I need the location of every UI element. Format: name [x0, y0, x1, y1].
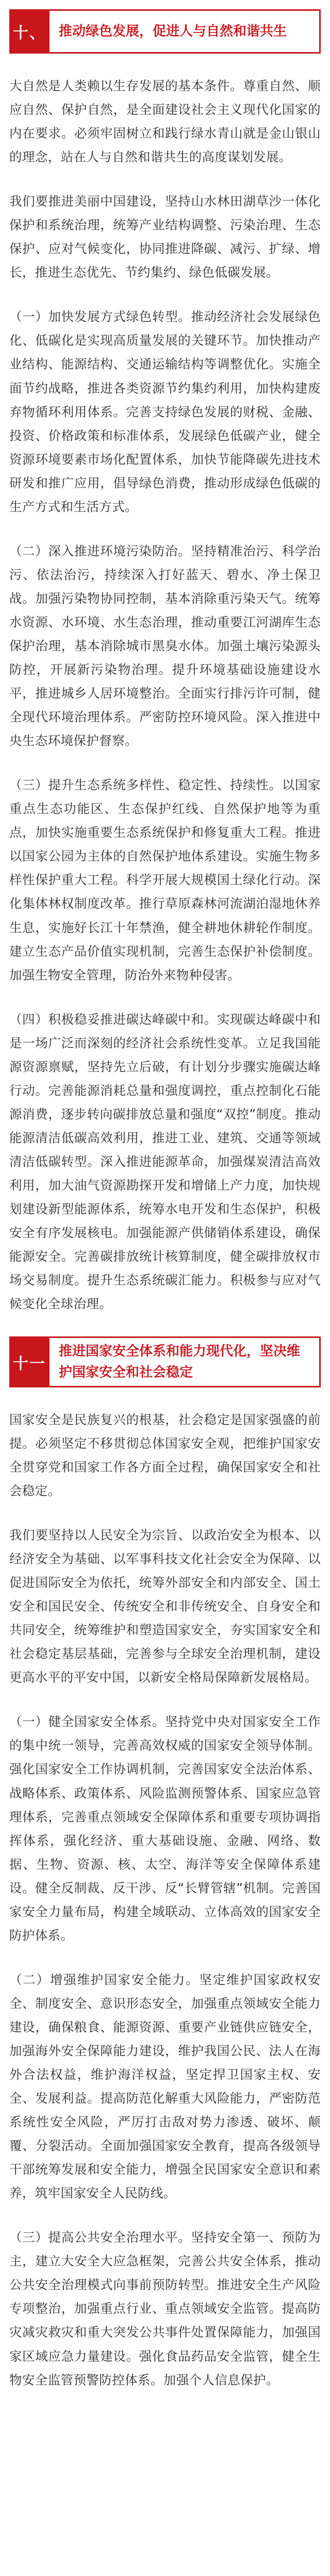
paragraph: （三）提高公共安全治理水平。坚持安全第一、预防为主，建立大安全大应急框架，完善公共安全体系，推动公共安全治理模式向事前预防转型。推进安全生产风险专项整治，加强重点行业、重点领域安全监管。提高防灾减灾救灾和重大突发公共事件处置保障能力，加强国家区域应急力量建设。强化食品药品安全监管，健全生物安全监管预警防控体系。加强个人信息保护。: [9, 2230, 321, 2387]
paragraph: （一）加快发展方式绿色转型。推动经济社会发展绿色化、低碳化是实现高质量发展的关键环节。加快推动产业结构、能源结构、交通运输结构等调整优化。实施全面节约战略，推进各类资源节约集约利用，加快构建废弃物循环利用体系。完善支持绿色发展的财税、金融、投资、价格政策和标准体系，发展绿色低碳产业，健全资源环境要素市场化配置体系，加快节能降碳先进技术研发和推广应用，倡导绿色消费，推动形成绿色低碳的生产方式和生活方式。: [9, 309, 321, 514]
paragraph: （二）增强维护国家安全能力。坚定维护国家政权安全、制度安全、意识形态安全，加强重点领域安全能力建设，确保粮食、能源资源、重要产业链供应链安全，加强海外安全保障能力建设，维护我国公民、法人在海外合法权益，维护海洋权益，坚定捍卫国家主权、安全、发展利益。提高防范化解重大风险能力，严密防范系统性安全风险，严厉打击敌对势力渗透、破坏、颠覆、分裂活动。全面加强国家安全教育，提高各级领导干部统筹发展和安全能力，增强全民国家安全意识和素养，筑牢国家安全人民防线。: [9, 1972, 321, 2201]
paragraph: （四）积极稳妥推进碳达峰碳中和。实现碳达峰碳中和是一场广泛而深刻的经济社会系统性变革。立足我国能源资源禀赋，坚持先立后破，有计划分步骤实施碳达峰行动。完善能源消耗总量和强度调控，重点控制化石能源消费，逐步转向碳排放总量和强度“双控”制度。推动能源清洁低碳高效利用，推进工业、建筑、交通等领域清洁低碳转型。深入推进能源革命，加强煤炭清洁高效利用，加大油气资源勘探开发和增储上产力度，加快规划建设新型能源体系，统筹水电开发和生态保护，积极安全有序发展核电。加强能源产供储销体系建设，确保能源安全。完善碳排放统计核算制度，健全碳排放权市场交易制度。提升生态系统碳汇能力。积极参与应对气候变化全球治理。: [9, 1011, 321, 1312]
section-header-11: [9, 1336, 321, 1387]
section-number: 十、: [9, 9, 50, 54]
section-header-10: [9, 9, 321, 54]
paragraph: （三）提升生态系统多样性、稳定性、持续性。以国家重点生态功能区、生态保护红线、自然保护地等为重点，加快实施重要生态系统保护和修复重大工程。推进以国家公园为主体的自然保护地体系建设。实施生物多样性保护重大工程。科学开展大规模国土绿化行动。深化集体林权制度改革。推行草原森林河流湖泊湿地休养生息，实施好长江十年禁渔，健全耕地休耕轮作制度。建立生态产品价值实现机制，完善生态保护补偿制度。加强生物安全管理，防治外来物种侵害。: [9, 777, 321, 982]
section-title: 推进国家安全体系和能力现代化，坚决维护国家安全和社会稳定: [50, 1336, 321, 1387]
paragraph: 大自然是人类赖以生存发展的基本条件。尊重自然、顺应自然、保护自然，是全面建设社会主义现代化国家的内在要求。必须牢固树立和践行绿水青山就是金山银山的理念，站在人与自然和谐共生的高度谋划发展。: [9, 78, 321, 165]
paragraph: （二）深入推进环境污染防治。坚持精准治污、科学治污、依法治污，持续深入打好蓝天、碧水、净土保卫战。加强污染物协同控制，基本消除重污染天气。统筹水资源、水环境、水生态治理，推动重要江河湖库生态保护治理，基本消除城市黑臭水体。加强土壤污染源头防控，开展新污染物治理。提升环境基础设施建设水平，推进城乡人居环境整治。全面实行排污许可制，健全现代环境治理体系。严密防控环境风险。深入推进中央生态环境保护督察。: [9, 543, 321, 749]
section-number: 十一: [9, 1336, 50, 1387]
paragraph: 国家安全是民族复兴的根基，社会稳定是国家强盛的前提。必须坚定不移贯彻总体国家安全观，把维护国家安全贯穿党和国家工作各方面全过程，确保国家安全和社会稳定。: [9, 1412, 321, 1498]
section-title: 推动绿色发展，促进人与自然和谐共生: [50, 9, 321, 54]
paragraph: （一）健全国家安全体系。坚持党中央对国家安全工作的集中统一领导，完善高效权威的国家安全领导体制。强化国家安全工作协调机制，完善国家安全法治体系、战略体系、政策体系、风险监测预警体系、国家应急管理体系，完善重点领域安全保障体系和重要专项协调指挥体系，强化经济、重大基础设施、金融、网络、数据、生物、资源、核、太空、海洋等安全保障体系建设。健全反制裁、反干涉、反“长臂管辖”机制。完善国家安全力量布局，构建全域联动、立体高效的国家安全防护体系。: [9, 1714, 321, 1943]
paragraph: 我们要推进美丽中国建设，坚持山水林田湖草沙一体化保护和系统治理，统筹产业结构调整、污染治理、生态保护、应对气候变化，协同推进降碳、减污、扩绿、增长，推进生态优先、节约集约、绿色低碳发展。: [9, 194, 321, 280]
paragraph: 我们要坚持以人民安全为宗旨、以政治安全为根本、以经济安全为基础、以军事科技文化社会安全为保障、以促进国际安全为依托，统筹外部安全和内部安全、国土安全和国民安全、传统安全和非传统安全、自身安全和共同安全，统筹维护和塑造国家安全，夯实国家安全和社会稳定基层基础，完善参与全球安全治理机制，建设更高水平的平安中国，以新安全格局保障新发展格局。: [9, 1528, 321, 1685]
